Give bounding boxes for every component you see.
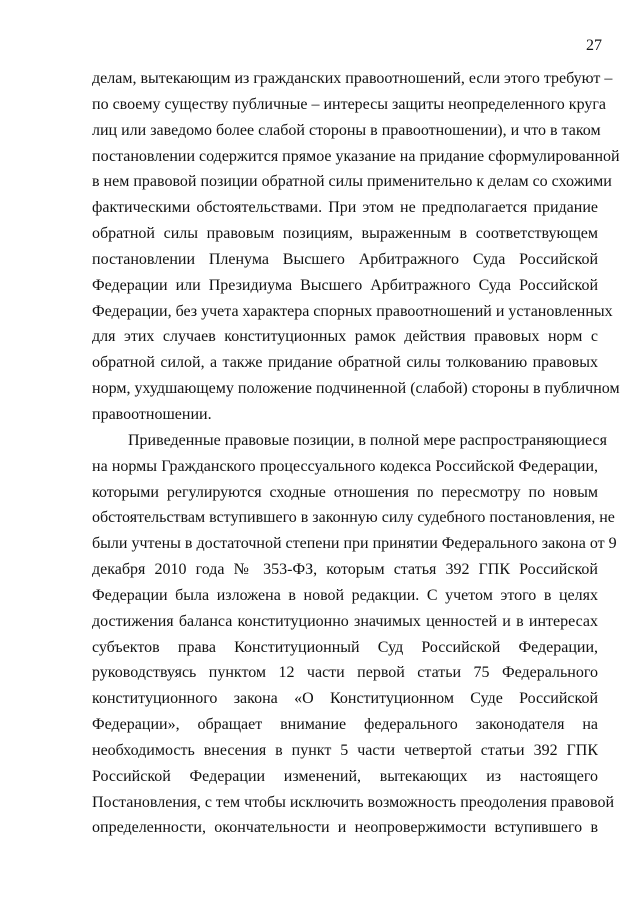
text-line: Федерации», обращает внимание федерального законодателя на (92, 716, 598, 734)
text-line: достижения баланса конституционно значимых ценностей и в интересах (92, 612, 598, 630)
text-line: Приведенные правовые позиции, в полной мере распространяющиеся (128, 431, 607, 449)
text-line: Федерации, без учета характера спорных правоотношений и установленных (92, 302, 613, 320)
text-line: были учтены в достаточной степени при принятии Федерального закона от 9 (92, 535, 617, 553)
text-line: обратной силы правовым позициям, выраженным в соответствующем (92, 225, 598, 243)
text-line: декабря 2010 года № 353-ФЗ, которым статья 392 ГПК Российской (92, 561, 598, 579)
text-line: обстоятельствам вступившего в законную силу судебного постановления, не (92, 509, 615, 527)
text-line: постановлении Пленума Высшего Арбитражного Суда Российской (92, 250, 598, 268)
text-line: норм, ухудшающему положение подчиненной (слабой) стороны в публичном (92, 380, 620, 398)
text-line: в нем правовой позиции обратной силы применительно к делам со схожими (92, 173, 612, 191)
text-line: субъектов права Конституционный Суд Российской Федерации, (92, 638, 598, 656)
text-line: постановлении содержится прямое указание на придание сформулированной (92, 147, 620, 165)
paragraph-2 (92, 428, 617, 842)
page-number: 27 (586, 37, 602, 54)
text-line: делам, вытекающим из гражданских правоотношений, если этого требуют – (92, 70, 613, 87)
text-line: для этих случаев конституционных рамок действия правовых норм с (92, 328, 598, 346)
text-line: определенности, окончательности и неопровержимости вступившего в (92, 819, 598, 837)
text-line: на нормы Гражданского процессуального кодекса Российской Федерации, (92, 457, 598, 475)
text-line: руководствуясь пунктом 12 части первой статьи 75 Федерального (92, 664, 598, 682)
text-line: Федерации или Президиума Высшего Арбитражного Суда Российской (92, 276, 598, 294)
text-line: фактическими обстоятельствами. При этом не предполагается придание (92, 199, 598, 217)
text-line: Федерации была изложена в новой редакции. С учетом этого в целях (92, 586, 598, 604)
text-line: Российской Федерации изменений, вытекающих из настоящего (92, 767, 598, 785)
text-line: обратной силой, а также придание обратной силы толкованию правовых (92, 354, 598, 372)
text-line: которыми регулируются сходные отношения по пересмотру по новым (92, 483, 598, 501)
text-line: по своему существу публичные – интересы защиты неопределенного круга (92, 95, 607, 113)
text-line: необходимость внесения в пункт 5 части четвертой статьи 392 ГПК (92, 741, 598, 759)
text-line: конституционного закона «О Конституционном Суде Российской (92, 690, 598, 708)
text-line: правоотношении. (92, 405, 212, 423)
text-line: лиц или заведомо более слабой стороны в правоотношении), и что в таком (92, 121, 601, 139)
document-body (92, 66, 620, 841)
paragraph-1 (92, 66, 620, 428)
text-line: Постановления, с тем чтобы исключить возможность преодоления правовой (92, 793, 615, 811)
